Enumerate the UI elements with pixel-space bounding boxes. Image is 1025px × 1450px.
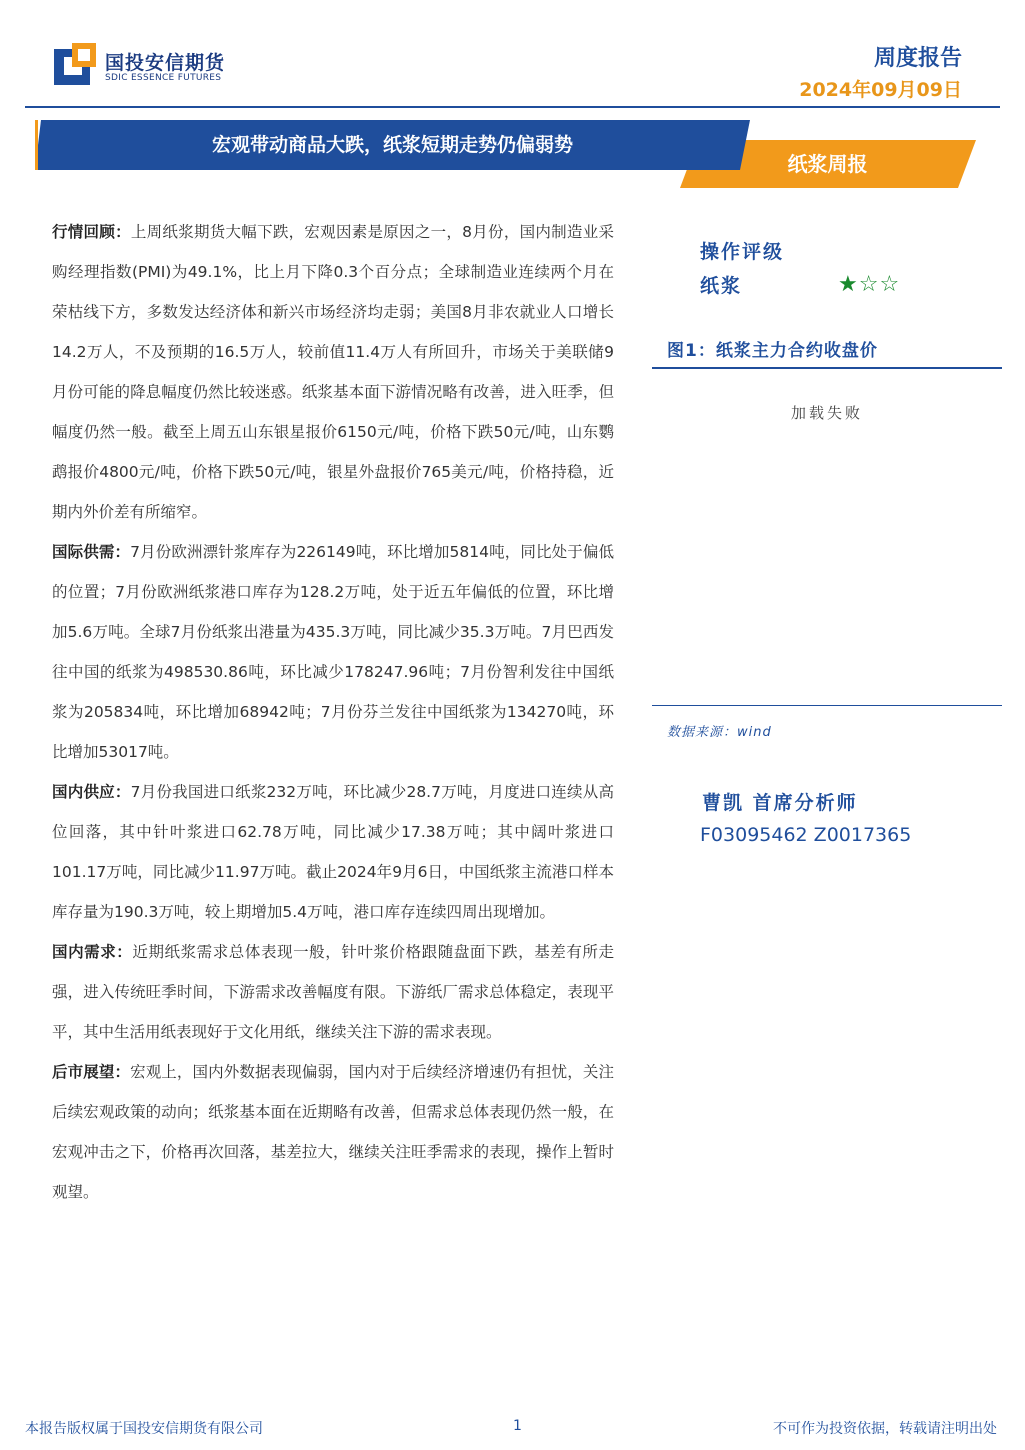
rating-title: 操作评级 xyxy=(700,241,785,263)
footer-copyright: 本报告版权属于国投安信期货有限公司 xyxy=(25,1421,263,1437)
report-headline: 宏观带动商品大跌，纸浆短期走势仍偏弱势 xyxy=(211,134,573,156)
figure-title: 图1：纸浆主力合约收盘价 xyxy=(667,341,878,361)
analyst-license-ids: F03095462 Z0017365 xyxy=(700,824,912,846)
figure-top-rule xyxy=(652,367,1002,369)
company-name-en: SDIC ESSENCE FUTURES xyxy=(105,73,222,83)
company-logo-icon xyxy=(54,43,96,85)
footer-disclaimer: 不可作为投资依据，转载请注明出处 xyxy=(773,1421,997,1437)
report-date: 2024年09月09日 xyxy=(799,79,962,101)
report-category-tag: 纸浆周报 xyxy=(787,152,868,176)
paragraph-text: 上周纸浆期货大幅下跌，宏观因素是原因之一，8月份，国内制造业采购经理指数(PMI)为49.1%，比上月下降0.3个百分点；全球制造业连续两个月在荣枯线下方，多数发达经济体和新兴市场经济均走弱；美国8月非农就业人口增长14.2万人，不及预期的16.5万人，较前值11.4万人有所回升，市场关于美联储9月份可能的降息幅度仍然比较迷惑。纸浆基本面下游情况略有改善，进入旺季，但幅度仍然一般。截至上周五山东银星报价6150元/吨，价格下跌50元/吨，山东鹦鹉报价4800元/吨，价格下跌50元/吨，银星外盘报价765美元/吨，价格持稳，近期内外价差有所缩窄。 xyxy=(52,223,614,521)
paragraph-text: 近期纸浆需求总体表现一般，针叶浆价格跟随盘面下跌，基差有所走强，进入传统旺季时间，下游需求改善幅度有限。下游纸厂需求总体稳定，表现平平，其中生活用纸表现好于文化用纸，继续关注下游的需求表现。 xyxy=(52,943,614,1041)
report-type: 周度报告 xyxy=(873,46,962,71)
paragraph-domestic-supply xyxy=(52,772,614,932)
paragraph-outlook xyxy=(52,1052,614,1212)
rating-product-label: 纸浆 xyxy=(700,275,743,297)
figure-source: 数据来源：wind xyxy=(667,725,772,740)
analyst-name: 曹凯 首席分析师 xyxy=(702,792,858,814)
paragraph-international-supply-demand xyxy=(52,532,614,772)
company-name-cn: 国投安信期货 xyxy=(105,52,226,74)
paragraph-heading: 后市展望： xyxy=(52,1063,131,1081)
report-body xyxy=(52,212,614,1212)
page-number: 1 xyxy=(513,1418,522,1434)
paragraph-heading: 国际供需： xyxy=(52,543,131,561)
paragraph-market-review xyxy=(52,212,614,532)
paragraph-text: 宏观上，国内外数据表现偏弱，国内对于后续经济增速仍有担忧，关注后续宏观政策的动向；纸浆基本面在近期略有改善，但需求总体表现仍然一般，在宏观冲击之下，价格再次回落，基差拉大，继续关注旺季需求的表现，操作上暂时观望。 xyxy=(52,1063,614,1201)
paragraph-text: 7月份我国进口纸浆232万吨，环比减少28.7万吨，月度进口连续从高位回落，其中针叶浆进口62.78万吨，同比减少17.38万吨；其中阔叶浆进口101.17万吨，同比减少11.97万吨。截止2024年9月6日，中国纸浆主流港口样本库存量为190.3万吨，较上期增加5.4万吨，港口库存连续四周出现增加。 xyxy=(52,783,614,921)
paragraph-heading: 国内需求： xyxy=(52,943,133,961)
paragraph-domestic-demand xyxy=(52,932,614,1052)
header-divider xyxy=(25,106,1000,108)
figure-load-failed-text: 加载失败 xyxy=(790,404,863,422)
paragraph-heading: 行情回顾： xyxy=(52,223,131,241)
figure-bottom-rule xyxy=(652,705,1002,706)
rating-stars-icon: ★☆☆ xyxy=(838,272,901,297)
paragraph-heading: 国内供应： xyxy=(52,783,131,801)
paragraph-text: 7月份欧洲漂针浆库存为226149吨，环比增加5814吨，同比处于偏低的位置；7月份欧洲纸浆港口库存为128.2万吨，处于近五年偏低的位置，环比增加5.6万吨。全球7月份纸浆出港量为435.3万吨，同比减少35.3万吨。7月巴西发往中国的纸浆为498530.86吨，环比减少178247.96吨；7月份智利发往中国纸浆为205834吨，环比增加68942吨；7月份芬兰发往中国纸浆为134270吨，环比增加53017吨。 xyxy=(52,543,614,761)
